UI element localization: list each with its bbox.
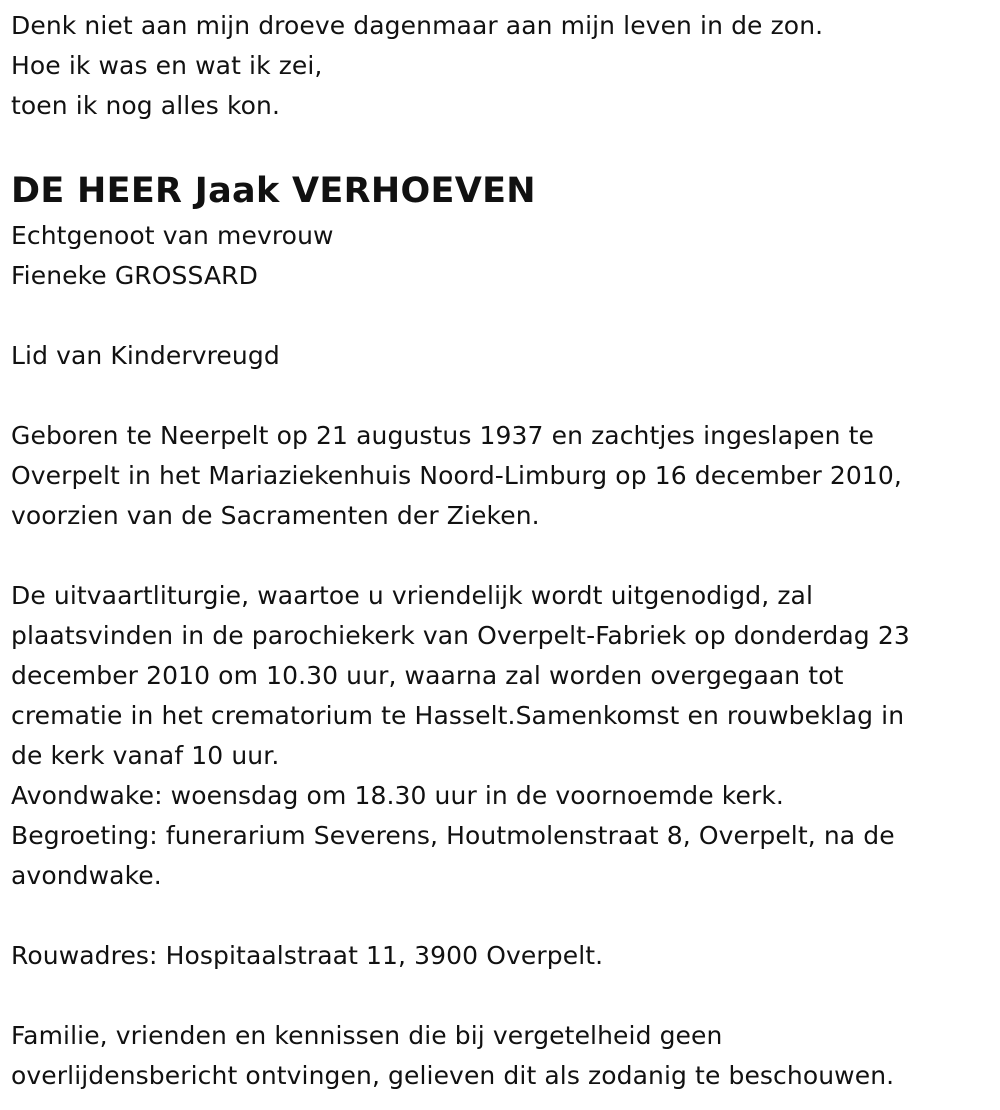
poem-line: toen ik nog alles kon. xyxy=(11,91,281,120)
funeral-paragraph xyxy=(11,576,991,896)
spouse-name: Fieneke GROSSARD xyxy=(11,261,258,290)
paragraph-line: Overpelt in het Mariaziekenhuis Noord-Limburg op 16 december 2010, xyxy=(11,461,902,490)
paragraph-line: crematie in het crematorium te Hasselt.Samenkomst en rouwbeklag in xyxy=(11,701,905,730)
poem-line: Hoe ik was en wat ik zei, xyxy=(11,51,323,80)
memorial-poem xyxy=(11,6,991,126)
spacer xyxy=(11,376,991,416)
deceased-block xyxy=(11,166,991,296)
paragraph-line: Geboren te Neerpelt op 21 augustus 1937 en zachtjes ingeslapen te xyxy=(11,421,874,450)
paragraph-line: avondwake. xyxy=(11,861,162,890)
poem-line: Denk niet aan mijn droeve dagenmaar aan mijn leven in de zon. xyxy=(11,11,824,40)
paragraph-line: plaatsvinden in de parochiekerk van Overpelt-Fabriek op donderdag 23 xyxy=(11,621,910,650)
paragraph-line: Familie, vrienden en kennissen die bij vergetelheid geen xyxy=(11,1021,723,1050)
paragraph-line: december 2010 om 10.30 uur, waarna zal worden overgegaan tot xyxy=(11,661,844,690)
paragraph-line: Begroeting: funerarium Severens, Houtmolenstraat 8, Overpelt, na de xyxy=(11,821,895,850)
closing-paragraph xyxy=(11,1016,991,1096)
spacer xyxy=(11,536,991,576)
birth-death-paragraph xyxy=(11,416,991,536)
obituary-notice xyxy=(11,0,991,1096)
mourning-address: Rouwadres: Hospitaalstraat 11, 3900 Overpelt. xyxy=(11,941,604,970)
paragraph-line: Avondwake: woensdag om 18.30 uur in de voornoemde kerk. xyxy=(11,781,784,810)
spacer xyxy=(11,296,991,336)
spouse-line: Echtgenoot van mevrouw xyxy=(11,221,334,250)
paragraph-line: overlijdensbericht ontvingen, gelieven dit als zodanig te beschouwen. xyxy=(11,1061,895,1090)
membership-line: Lid van Kindervreugd xyxy=(11,341,280,370)
spacer xyxy=(11,896,991,936)
paragraph-line: De uitvaartliturgie, waartoe u vriendelijk wordt uitgenodigd, zal xyxy=(11,581,814,610)
deceased-name: DE HEER Jaak VERHOEVEN xyxy=(11,171,536,211)
paragraph-line: voorzien van de Sacramenten der Zieken. xyxy=(11,501,540,530)
paragraph-line: de kerk vanaf 10 uur. xyxy=(11,741,280,770)
spacer xyxy=(11,976,991,1016)
